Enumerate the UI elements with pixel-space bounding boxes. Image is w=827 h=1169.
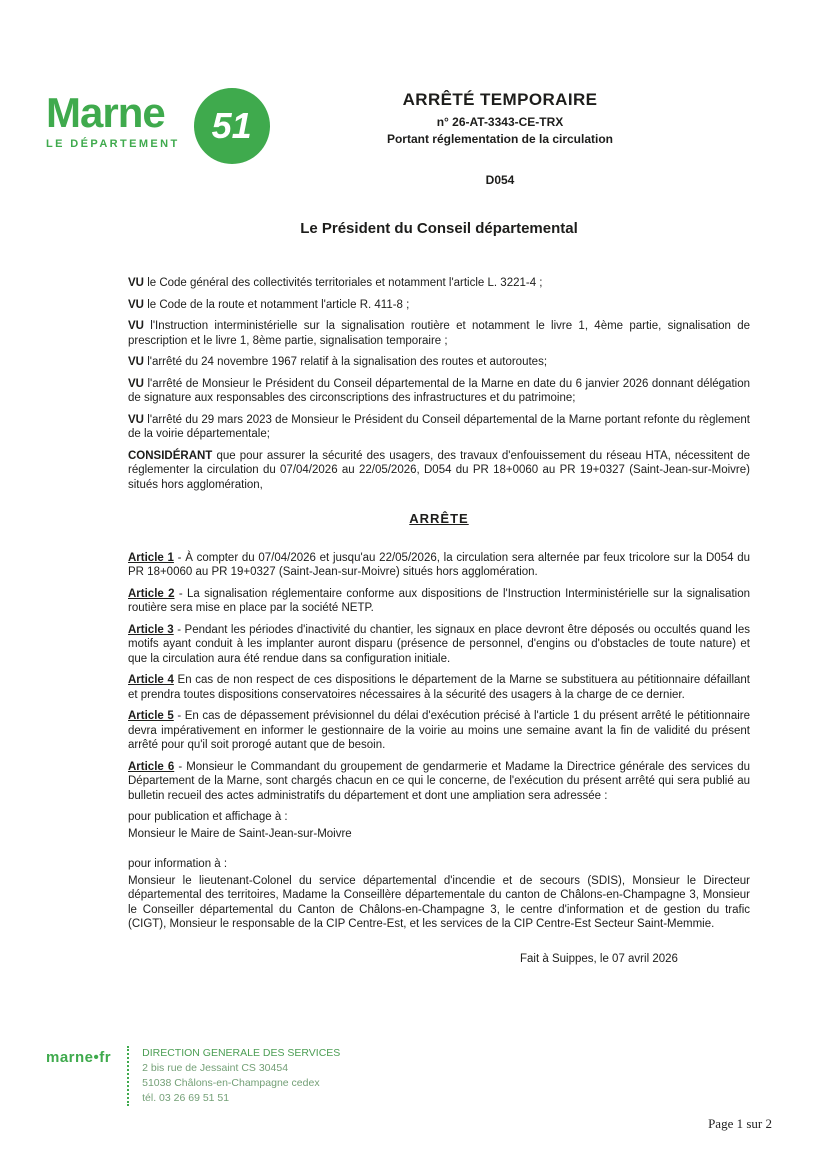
article-4: [128, 673, 750, 702]
information-heading: pour information à :: [128, 858, 228, 870]
document-footer: [46, 1046, 340, 1106]
article-text: - Pendant les périodes d'inactivité du chantier, les signaux en place devront être déposés ou occultés quand les motifs ayant conduit à les implanter auront disparu (présence de personnel, d'engins ou d'obstacles de toute nature) et que la circulation aura été rendue dans sa configuration initiale.: [128, 623, 750, 665]
footer-direction-line: DIRECTION GENERALE DES SERVICES: [142, 1047, 341, 1059]
publication-heading: pour publication et affichage à :: [128, 811, 288, 823]
article-text: - À compter du 07/04/2026 et jusqu'au 22/05/2026, la circulation sera alternée par feux tricolore sur la D054 du PR 18+0060 au PR 19+0327 (Saint-Jean-sur-Moivre) situés hors agglomération.: [128, 551, 751, 578]
vu-clause-6: [128, 413, 750, 442]
footer-address-block: [127, 1046, 340, 1106]
article-label: Article 1: [128, 551, 174, 564]
vu-text: l'arrêté du 24 novembre 1967 relatif à la signalisation des routes et autoroutes;: [147, 356, 548, 368]
signature-line: Fait à Suippes, le 07 avril 2026: [520, 952, 678, 965]
article-label: Article 4: [128, 674, 174, 686]
information-text: Monsieur le lieutenant-Colonel du service départemental d'incendie et de secours (SDIS), Monsieur le Directeur départemental des territoires, Madame la Conseillère départementale du canton de Châlons-en-Champagne 3, Monsieur le Conseiller départemental du Canton de Châlons-en-Champagne 3, le centre d'information et de gestion du trafic (CIGT), Monsieur le responsable de la CIP Centre-Est, et les services de la CIP Centre-Est Secteur Saint-Memmie.: [128, 874, 750, 930]
vu-clause-4: [128, 355, 750, 370]
vu-clause-5: [128, 377, 750, 406]
publication-recipient: Monsieur le Maire de Saint-Jean-sur-Moivre: [128, 827, 352, 840]
article-3: [128, 623, 750, 667]
arrete-heading: ARRÊTE: [409, 511, 469, 526]
vu-label: VU: [128, 356, 144, 368]
vu-text: le Code général des collectivités territoriales et notamment l'article L. 3221-4 ;: [147, 277, 543, 289]
marne-logo-wordmark: [46, 89, 180, 150]
vu-label: VU: [128, 413, 144, 426]
article-label: Article 5: [128, 710, 174, 722]
logo-name: Marne: [46, 89, 165, 136]
document-subtitle: Portant réglementation de la circulation: [386, 132, 614, 146]
vu-clause-2: [128, 298, 750, 313]
marne-51-badge-icon: [194, 88, 270, 164]
article-6: [128, 760, 750, 804]
document-body: [128, 276, 750, 966]
article-label: Article 2: [128, 587, 175, 600]
document-title: ARRÊTÉ TEMPORAIRE: [402, 90, 598, 109]
article-2: [128, 587, 750, 616]
vu-label: VU: [128, 320, 144, 332]
vu-text: l'Instruction interministérielle sur la signalisation routière et notamment le livre 1, 4ème partie, signalisation de prescription et le livre 1, 8ème partie, signalisation temporaire ;: [128, 320, 750, 347]
document-title-block: [300, 90, 700, 187]
article-text: - En cas de dépassement prévisionnel du délai d'exécution précisé à l'article 1 du présent arrêté le pétitionnaire devra impérativement en informer le gestionnaire de la voirie au moins une semaine avant la fin de validité du présent arrêté pour qu'il soit prorogé autant que de besoin.: [128, 710, 750, 751]
logo-badge-number: 51: [211, 105, 252, 146]
vu-label: VU: [128, 377, 144, 390]
article-1: [128, 551, 750, 580]
marne-fr-logo: marne•fr: [46, 1049, 112, 1066]
footer-phone-line: tél. 03 26 69 51 51: [142, 1092, 230, 1104]
article-label: Article 6: [128, 760, 175, 773]
vu-text: l'arrêté de Monsieur le Président du Conseil départemental de la Marne en date du 6 janvier 2026 donnant délégation de signature aux responsables des circonscriptions des infrastructures et du patrimoine;: [128, 377, 750, 404]
vu-text: le Code de la route et notamment l'article R. 411-8 ;: [147, 298, 410, 311]
article-text: En cas de non respect de ces dispositions le département de la Marne se substituera au pétitionnaire défaillant et prendra toutes dispositions conservatoires nécessaires à la sécurité des usagers à la charge de ce dernier.: [128, 674, 750, 701]
page-number: Page 1 sur 2: [708, 1116, 772, 1131]
article-label: Article 3: [128, 623, 174, 636]
footer-street-line: 2 bis rue de Jessaint CS 30454: [142, 1062, 289, 1074]
president-heading: Le Président du Conseil départemental: [300, 220, 578, 237]
vu-text: l'arrêté du 29 mars 2023 de Monsieur le Président du Conseil départemental de la Marne portant refonte du règlement de la voirie départementale;: [128, 413, 750, 440]
vu-label: VU: [128, 277, 144, 289]
road-reference: D054: [485, 173, 515, 187]
vu-clause-3: [128, 319, 750, 348]
considerant-label: CONSIDÉRANT: [128, 449, 213, 462]
considerant-clause: [128, 449, 750, 493]
marne-logo: [46, 89, 270, 164]
logo-subtitle: LE DÉPARTEMENT: [46, 138, 180, 150]
footer-city-line: 51038 Châlons-en-Champagne cedex: [142, 1077, 320, 1089]
considerant-text: que pour assurer la sécurité des usagers, des travaux d'enfouissement du réseau HTA, nécessitent de réglementer la circulation du 07/04/2026 au 22/05/2026, D054 du PR 18+0060 au PR 19+0327 (Saint-Jean-sur-Moivre) situés hors agglomération,: [128, 449, 750, 491]
vu-label: VU: [128, 298, 144, 311]
article-text: - La signalisation réglementaire conforme aux dispositions de l'Instruction Interministérielle sur la signalisation routière sera mise en place par la société NETP.: [128, 587, 750, 614]
vu-clause-1: [128, 276, 750, 291]
article-text: - Monsieur le Commandant du groupement de gendarmerie et Madame la Directrice générale des services du Département de la Marne, sont chargés chacun en ce qui le concerne, de l'exécution du présent arrêté qui sera publié au bulletin recueil des actes administratifs du département et dont une ampliation sera adressée :: [128, 760, 750, 802]
article-5: [128, 709, 750, 753]
document-number: n° 26-AT-3343-CE-TRX: [436, 115, 564, 129]
